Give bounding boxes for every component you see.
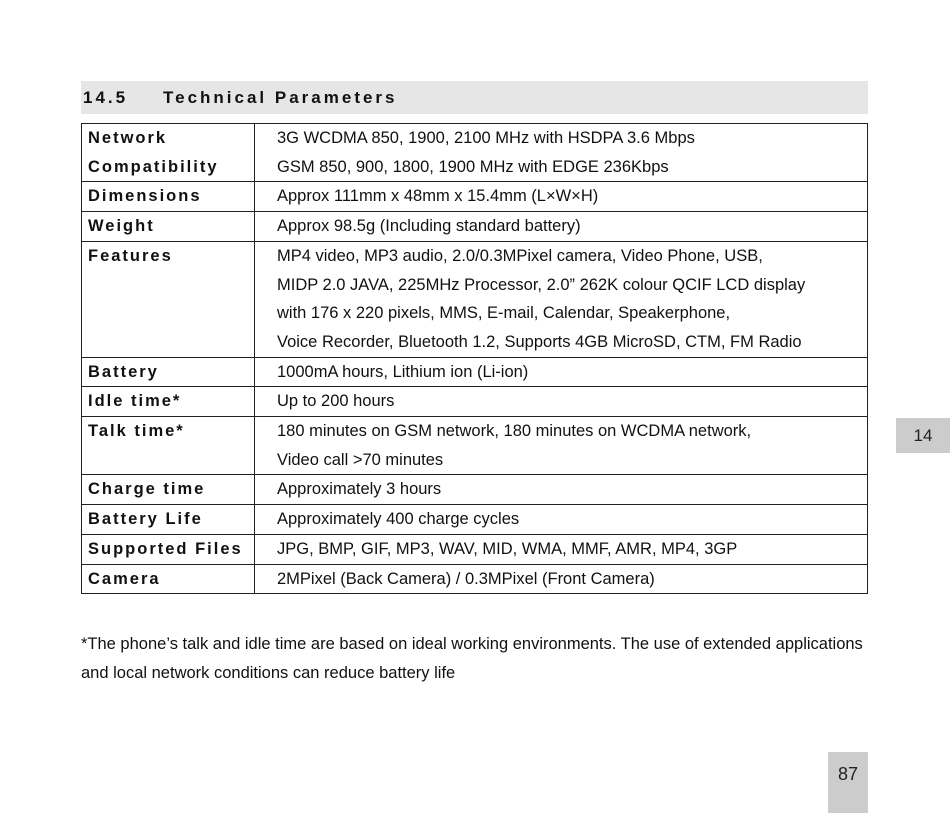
spec-label <box>82 182 255 212</box>
spec-value-line: Approx 98.5g (Including standard battery) <box>277 217 581 236</box>
spec-label <box>82 387 255 417</box>
spec-value-line: Up to 200 hours <box>277 392 395 411</box>
spec-value <box>255 124 868 182</box>
spec-value <box>255 212 868 242</box>
spec-label-line: Dimensions <box>88 187 202 206</box>
spec-value-line: MP4 video, MP3 audio, 2.0/0.3MPixel camera, Video Phone, USB, <box>277 246 763 265</box>
spec-label-line: Network <box>88 129 168 147</box>
spec-value <box>255 182 868 212</box>
spec-label <box>82 417 255 475</box>
spec-row <box>82 212 868 242</box>
spec-value-line: 3G WCDMA 850, 1900, 2100 MHz with HSDPA 3.6 Mbps <box>277 129 695 147</box>
spec-value-line: 180 minutes on GSM network, 180 minutes on WCDMA network, <box>277 422 752 441</box>
spec-row <box>82 124 868 182</box>
spec-label <box>82 564 255 594</box>
spec-label <box>82 212 255 242</box>
spec-value-line: GSM 850, 900, 1800, 1900 MHz with EDGE 236Kbps <box>277 157 669 176</box>
spec-label-line: Features <box>88 246 173 265</box>
spec-label-line: Battery <box>88 362 159 381</box>
spec-value-line: Approximately 400 charge cycles <box>277 510 520 529</box>
spec-row <box>82 505 868 535</box>
section-title: Technical Parameters <box>163 87 398 107</box>
spec-value-line: MIDP 2.0 JAVA, 225MHz Processor, 2.0” 262K colour QCIF LCD display <box>277 275 806 294</box>
page-number: 87 <box>828 752 868 813</box>
spec-value-line: Voice Recorder, Bluetooth 1.2, Supports 4GB MicroSD, CTM, FM Radio <box>277 332 802 351</box>
spec-label <box>82 241 255 357</box>
footnote: *The phone’s talk and idle time are based on ideal working environments. The use of extended applications and local network conditions can reduce battery life <box>81 635 863 682</box>
section-number: 14.5 <box>83 87 129 107</box>
spec-label-line: Talk time* <box>88 422 185 441</box>
spec-value <box>255 417 868 475</box>
spec-label <box>82 505 255 535</box>
spec-value <box>255 534 868 564</box>
spec-value-line: Video call >70 minutes <box>277 450 444 469</box>
spec-label <box>82 475 255 505</box>
spec-label-line: Charge time <box>88 480 206 499</box>
spec-row <box>82 357 868 387</box>
spec-label-line: Supported Files <box>88 539 243 558</box>
spec-value-line: Approx 111mm x 48mm x 15.4mm (L×W×H) <box>277 187 599 206</box>
spec-row <box>82 241 868 357</box>
spec-value <box>255 387 868 417</box>
spec-value <box>255 564 868 594</box>
spec-value-line: 2MPixel (Back Camera) / 0.3MPixel (Front Camera) <box>277 569 655 588</box>
spec-value <box>255 475 868 505</box>
section-header <box>81 81 868 114</box>
spec-label <box>82 534 255 564</box>
spec-value-line: 1000mA hours, Lithium ion (Li-ion) <box>277 362 529 381</box>
spec-label <box>82 124 255 182</box>
spec-value-line: with 176 x 220 pixels, MMS, E-mail, Calendar, Speakerphone, <box>277 304 731 323</box>
spec-table <box>81 123 868 594</box>
spec-label-line: Compatibility <box>88 157 219 176</box>
spec-label-line: Camera <box>88 569 161 588</box>
spec-value-line: JPG, BMP, GIF, MP3, WAV, MID, WMA, MMF, AMR, MP4, 3GP <box>277 539 738 558</box>
chapter-tab: 14 <box>896 418 950 453</box>
spec-row <box>82 475 868 505</box>
spec-label-line: Idle time* <box>88 392 182 411</box>
spec-row <box>82 387 868 417</box>
spec-label-line: Weight <box>88 217 155 236</box>
spec-value <box>255 357 868 387</box>
spec-row <box>82 417 868 475</box>
spec-row <box>82 534 868 564</box>
spec-label <box>82 357 255 387</box>
spec-value <box>255 505 868 535</box>
spec-value-line: Approximately 3 hours <box>277 480 442 499</box>
spec-row <box>82 564 868 594</box>
spec-row <box>82 182 868 212</box>
spec-value <box>255 241 868 357</box>
spec-label-line: Battery Life <box>88 510 203 529</box>
